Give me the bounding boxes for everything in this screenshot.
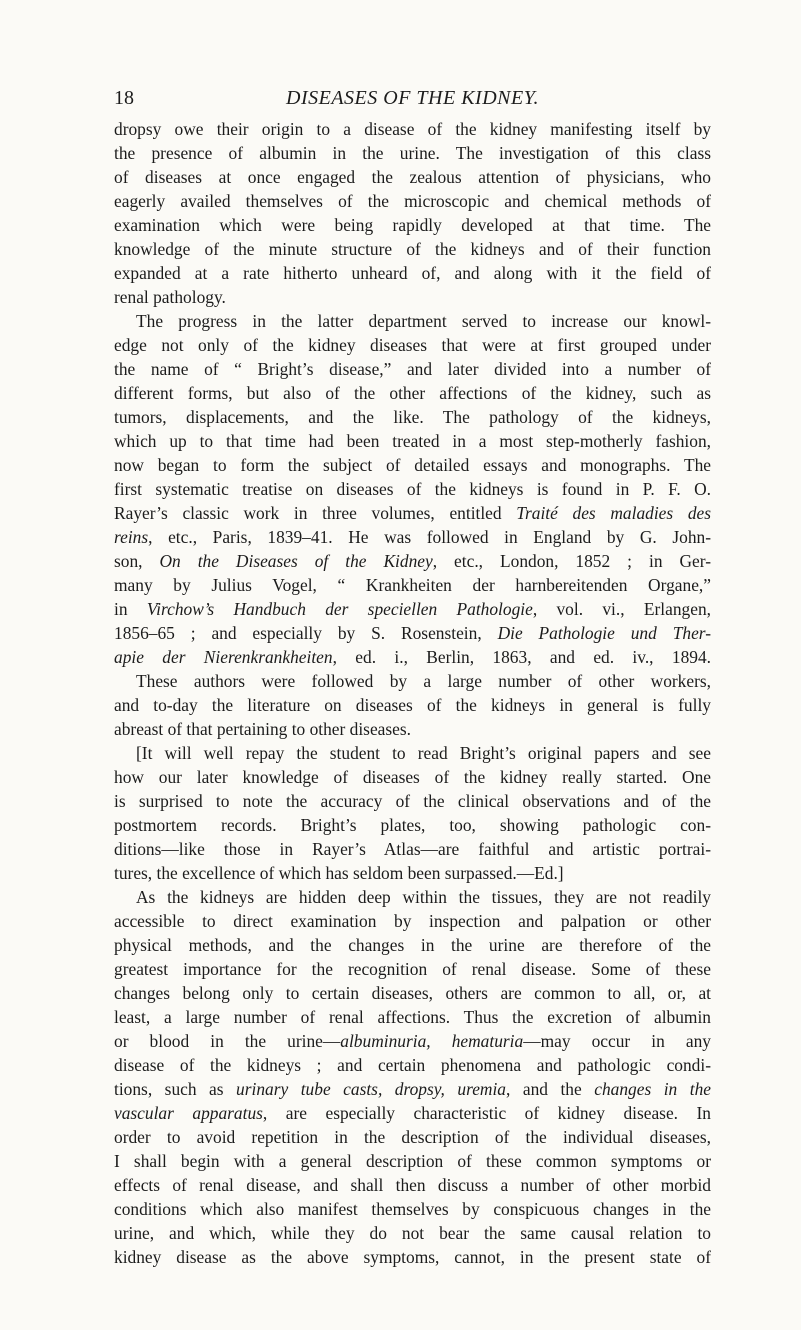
text-line — [114, 405, 711, 429]
text-run: physical methods, and the changes in the urine are therefore of the — [114, 935, 711, 955]
text-run: the presence of albumin in the urine. The investigation of this class — [114, 143, 711, 163]
text-line — [114, 1005, 711, 1029]
text-run: As the kidneys are hidden deep within the tissues, they are not readily — [136, 887, 711, 907]
italic-text: vascular apparatus — [114, 1103, 263, 1123]
text-line — [114, 1029, 711, 1053]
text-run: renal pathology. — [114, 287, 226, 307]
text-line — [114, 477, 711, 501]
italic-text: changes in the — [594, 1079, 711, 1099]
text-line — [114, 453, 711, 477]
text-run: , etc., London, 1852 ; in Ger- — [432, 551, 711, 571]
text-run: and to-day the literature on diseases of the kidneys in general is fully — [114, 695, 711, 715]
text-line — [114, 645, 711, 669]
text-line — [114, 117, 711, 141]
text-line — [114, 285, 711, 309]
text-run: These authors were followed by a large number of other workers, — [136, 671, 711, 691]
text-run: now began to form the subject of detailed essays and monographs. The — [114, 455, 711, 475]
body-text — [114, 117, 711, 1269]
text-run: ditions—like those in Rayer’s Atlas—are faithful and artistic portrai- — [114, 839, 711, 859]
text-line — [114, 165, 711, 189]
text-line — [114, 1245, 711, 1269]
text-line — [114, 765, 711, 789]
text-line — [114, 261, 711, 285]
text-run: first systematic treatise on diseases of the kidneys is found in P. F. O. — [114, 479, 711, 499]
text-line — [114, 909, 711, 933]
text-run: , are especially characteristic of kidney disease. In — [262, 1103, 711, 1123]
text-run: urine, and which, while they do not bear the same causal relation to — [114, 1223, 711, 1243]
text-run: or blood in the urine— — [114, 1031, 341, 1051]
text-line — [114, 885, 711, 909]
text-line — [114, 1221, 711, 1245]
text-run: expanded at a rate hitherto unheard of, and along with it the field of — [114, 263, 711, 283]
text-line — [114, 981, 711, 1005]
text-line — [114, 189, 711, 213]
italic-text: Traité des maladies des — [516, 503, 711, 523]
text-line — [114, 1197, 711, 1221]
text-run: effects of renal disease, and shall then discuss a number of other morbid — [114, 1175, 711, 1195]
text-run: is surprised to note the accuracy of the clinical observations and of the — [114, 791, 711, 811]
text-line — [114, 813, 711, 837]
text-run: in — [114, 599, 147, 619]
text-line — [114, 1173, 711, 1197]
text-line — [114, 573, 711, 597]
text-line — [114, 1077, 711, 1101]
text-line — [114, 213, 711, 237]
text-run: of diseases at once engaged the zealous attention of physicians, who — [114, 167, 711, 187]
text-run: , vol. vi., Erlangen, — [532, 599, 711, 619]
text-line — [114, 333, 711, 357]
text-run: [It will well repay the student to read Bright’s original papers and see — [136, 743, 711, 763]
text-run: dropsy owe their origin to a disease of the kidney manifesting itself by — [114, 119, 711, 139]
text-run: abreast of that pertaining to other diseases. — [114, 719, 411, 739]
italic-text: Die Pathologie und Ther- — [497, 623, 711, 643]
text-run: how our later knowledge of diseases of the kidney really started. One — [114, 767, 711, 787]
text-run: many by Julius Vogel, “ Krankheiten der harnbereitenden Organe,” — [114, 575, 711, 595]
text-run: which up to that time had been treated in a most step-motherly fashion, — [114, 431, 711, 451]
text-line — [114, 237, 711, 261]
italic-text: albuminuria, hematuria — [340, 1031, 524, 1051]
text-run: different forms, but also of the other affections of the kidney, such as — [114, 383, 711, 403]
text-line — [114, 429, 711, 453]
text-run: examination which were being rapidly developed at that time. The — [114, 215, 711, 235]
text-run: son, — [114, 551, 160, 571]
text-line — [114, 501, 711, 525]
italic-text: reins — [114, 527, 149, 547]
text-line — [114, 309, 711, 333]
text-run: , and the — [506, 1079, 595, 1099]
text-run: I shall begin with a general description of these common symptoms or — [114, 1151, 711, 1171]
text-run: accessible to direct examination by inspection and palpation or other — [114, 911, 711, 931]
text-line — [114, 357, 711, 381]
italic-text: urinary tube casts, dropsy, uremia — [236, 1079, 507, 1099]
text-line — [114, 1053, 711, 1077]
text-line — [114, 1101, 711, 1125]
text-line — [114, 861, 711, 885]
running-title: DISEASES OF THE KIDNEY. — [286, 87, 539, 109]
text-line — [114, 141, 711, 165]
text-run: the name of “ Bright’s disease,” and later divided into a number of — [114, 359, 711, 379]
text-run: eagerly availed themselves of the microscopic and chemical methods of — [114, 191, 711, 211]
text-run: conditions which also manifest themselves by conspicuous changes in the — [114, 1199, 711, 1219]
text-run: edge not only of the kidney diseases that were at first grouped under — [114, 335, 711, 355]
text-run: disease of the kidneys ; and certain phenomena and pathologic condi- — [114, 1055, 711, 1075]
text-run: tions, such as — [114, 1079, 237, 1099]
text-line — [114, 597, 711, 621]
text-line — [114, 549, 711, 573]
text-run: greatest importance for the recognition of renal disease. Some of these — [114, 959, 711, 979]
text-run: , etc., Paris, 1839–41. He was followed in England by G. John- — [148, 527, 711, 547]
text-run: order to avoid repetition in the description of the individual diseases, — [114, 1127, 711, 1147]
italic-text: Virchow’s Handbuch der speciellen Pathologie — [146, 599, 533, 619]
text-run: 1856–65 ; and especially by S. Rosenstein, — [114, 623, 498, 643]
text-line — [114, 621, 711, 645]
text-line — [114, 837, 711, 861]
text-line — [114, 717, 711, 741]
text-line — [114, 741, 711, 765]
text-run: tumors, displacements, and the like. The pathology of the kidneys, — [114, 407, 711, 427]
italic-text: On the Diseases of the Kidney — [159, 551, 433, 571]
text-line — [114, 525, 711, 549]
page-number: 18 — [114, 87, 134, 109]
text-run: tures, the excellence of which has seldom been surpassed.—Ed.] — [114, 863, 564, 883]
text-line — [114, 789, 711, 813]
text-run: least, a large number of renal affections. Thus the excretion of albumin — [114, 1007, 711, 1027]
text-run: changes belong only to certain diseases, others are common to all, or, at — [114, 983, 711, 1003]
text-run: knowledge of the minute structure of the kidneys and of their function — [114, 239, 711, 259]
text-run: , ed. i., Berlin, 1863, and ed. iv., 1894. — [332, 647, 711, 667]
text-line — [114, 1125, 711, 1149]
text-run: Rayer’s classic work in three volumes, entitled — [114, 503, 517, 523]
text-line — [114, 933, 711, 957]
text-line — [114, 693, 711, 717]
text-run: The progress in the latter department served to increase our knowl- — [136, 311, 711, 331]
text-run: —may occur in any — [523, 1031, 711, 1051]
text-line — [114, 957, 711, 981]
text-line — [114, 669, 711, 693]
italic-text: apie der Nierenkrankheiten — [114, 647, 333, 667]
page-header — [114, 86, 711, 110]
text-run: kidney disease as the above symptoms, cannot, in the present state of — [114, 1247, 711, 1267]
text-line — [114, 1149, 711, 1173]
text-line — [114, 381, 711, 405]
text-run: postmortem records. Bright’s plates, too, showing pathologic con- — [114, 815, 711, 835]
